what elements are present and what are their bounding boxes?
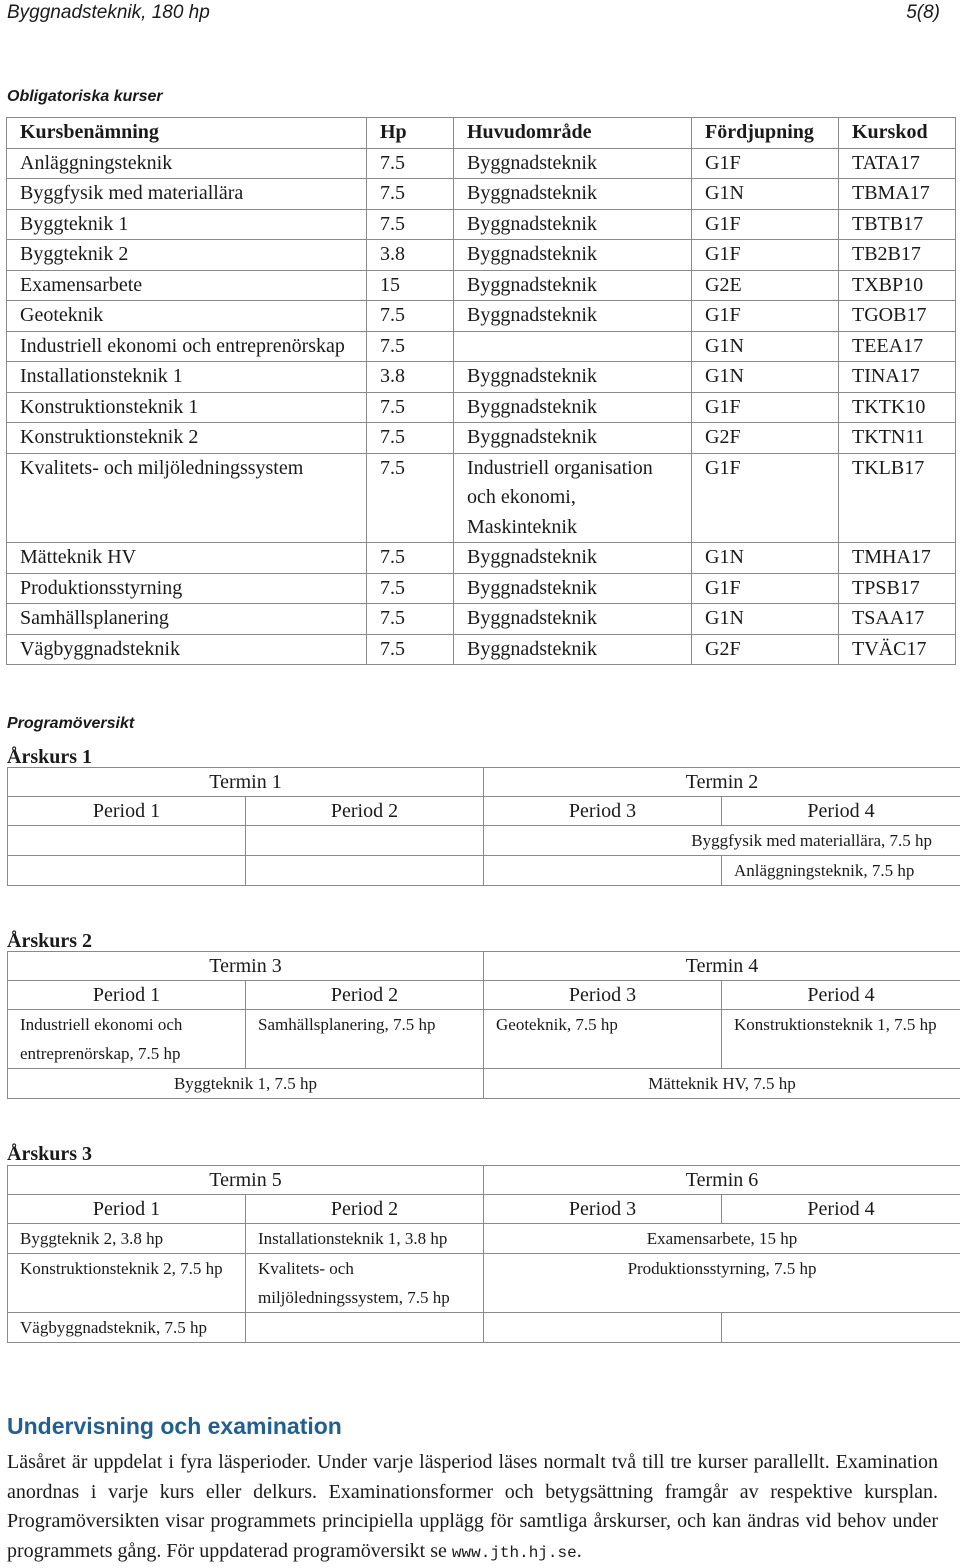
course-cell: Kvalitets- och miljöledningssystem, 7.5 hp — [246, 1254, 484, 1313]
table-row — [7, 209, 956, 240]
course-name: Mätteknik HV — [7, 543, 367, 574]
course-hp: 7.5 — [367, 331, 454, 362]
course-level: G1N — [692, 331, 839, 362]
course-level: G1N — [692, 604, 839, 635]
course-hp: 3.8 — [367, 240, 454, 271]
course-cell: Anläggningsteknik, 7.5 hp — [722, 856, 960, 886]
courses-table-body — [7, 148, 956, 665]
course-main-field: Industriell organisation och ekonomi, Maskinteknik — [454, 453, 692, 543]
year-2-heading: Årskurs 2 — [7, 930, 92, 952]
course-name: Konstruktionsteknik 1 — [7, 392, 367, 423]
table-row — [7, 423, 956, 454]
table-row — [7, 392, 956, 423]
course-cell: Installationsteknik 1, 3.8 hp — [246, 1224, 484, 1254]
course-main-field: Byggnadsteknik — [454, 604, 692, 635]
period-2-header: Period 2 — [246, 981, 484, 1010]
course-name: Vägbyggnadsteknik — [7, 634, 367, 665]
mandatory-courses-heading: Obligatoriska kurser — [7, 87, 163, 107]
program-overview-link[interactable]: www.jth.hj.se — [452, 1544, 577, 1562]
table-row — [7, 301, 956, 332]
course-code: TBMA17 — [839, 179, 956, 210]
course-level: G1F — [692, 453, 839, 543]
course-hp: 7.5 — [367, 573, 454, 604]
course-code: TVÄC17 — [839, 634, 956, 665]
terms-row — [8, 1166, 960, 1195]
schedule-row — [8, 856, 960, 886]
year-3-heading: Årskurs 3 — [7, 1143, 92, 1165]
document-title: Byggnadsteknik, 180 hp — [7, 2, 210, 24]
course-name: Examensarbete — [7, 270, 367, 301]
empty-cell — [722, 1313, 960, 1343]
table-row — [7, 331, 956, 362]
table-row — [7, 362, 956, 393]
course-cell: Vägbyggnadsteknik, 7.5 hp — [8, 1313, 246, 1343]
course-cell: Byggfysik med materiallära, 7.5 hp — [484, 826, 960, 856]
empty-cell — [246, 1313, 484, 1343]
course-name: Konstruktionsteknik 2 — [7, 423, 367, 454]
year-1-schedule — [7, 767, 960, 886]
schedule-row — [8, 1224, 960, 1254]
course-code: TBTB17 — [839, 209, 956, 240]
course-level: G1F — [692, 148, 839, 179]
course-cell: Geoteknik, 7.5 hp — [484, 1010, 722, 1069]
course-name: Produktionsstyrning — [7, 573, 367, 604]
term-5-header: Termin 5 — [8, 1166, 484, 1195]
course-hp: 7.5 — [367, 301, 454, 332]
course-code: TPSB17 — [839, 573, 956, 604]
terms-row — [8, 952, 960, 981]
table-row — [7, 179, 956, 210]
empty-cell — [8, 856, 246, 886]
course-main-field: Byggnadsteknik — [454, 362, 692, 393]
course-cell: Mätteknik HV, 7.5 hp — [484, 1069, 960, 1099]
empty-cell — [8, 826, 246, 856]
course-main-field: Byggnadsteknik — [454, 240, 692, 271]
course-code: TGOB17 — [839, 301, 956, 332]
course-code: TXBP10 — [839, 270, 956, 301]
course-name: Installationsteknik 1 — [7, 362, 367, 393]
course-name: Byggteknik 1 — [7, 209, 367, 240]
course-name: Samhällsplanering — [7, 604, 367, 635]
sentence-end: . — [577, 1540, 582, 1562]
course-code: TEEA17 — [839, 331, 956, 362]
course-code: TKTK10 — [839, 392, 956, 423]
course-code: TKTN11 — [839, 423, 956, 454]
course-cell: Konstruktionsteknik 2, 7.5 hp — [8, 1254, 246, 1313]
table-row — [7, 573, 956, 604]
course-level: G1N — [692, 543, 839, 574]
course-level: G1F — [692, 209, 839, 240]
col-header-course-code: Kurskod — [839, 118, 956, 149]
course-name: Kvalitets- och miljöledningssystem — [7, 453, 367, 543]
course-cell: Samhällsplanering, 7.5 hp — [246, 1010, 484, 1069]
course-cell: Examensarbete, 15 hp — [484, 1224, 960, 1254]
terms-row — [8, 768, 960, 797]
course-code: TSAA17 — [839, 604, 956, 635]
teaching-paragraph — [7, 1448, 938, 1568]
course-level: G1F — [692, 392, 839, 423]
empty-cell — [484, 856, 722, 886]
course-name: Anläggningsteknik — [7, 148, 367, 179]
term-1-header: Termin 1 — [8, 768, 484, 797]
course-cell: Konstruktionsteknik 1, 7.5 hp — [722, 1010, 960, 1069]
course-hp: 7.5 — [367, 634, 454, 665]
course-hp: 7.5 — [367, 604, 454, 635]
period-2-header: Period 2 — [246, 797, 484, 826]
course-cell: Industriell ekonomi och entreprenörskap, 7.5 hp — [8, 1010, 246, 1069]
course-name: Industriell ekonomi och entreprenörskap — [7, 331, 367, 362]
course-level: G1N — [692, 362, 839, 393]
table-row — [7, 148, 956, 179]
schedule-row — [8, 1069, 960, 1099]
course-main-field: Byggnadsteknik — [454, 209, 692, 240]
program-overview-heading: Programöversikt — [7, 714, 134, 734]
course-main-field: Byggnadsteknik — [454, 634, 692, 665]
course-name: Geoteknik — [7, 301, 367, 332]
course-code: TINA17 — [839, 362, 956, 393]
course-hp: 7.5 — [367, 453, 454, 543]
course-level: G1F — [692, 573, 839, 604]
period-3-header: Period 3 — [484, 981, 722, 1010]
course-hp: 3.8 — [367, 362, 454, 393]
course-code: TKLB17 — [839, 453, 956, 543]
period-3-header: Period 3 — [484, 1195, 722, 1224]
period-1-header: Period 1 — [8, 981, 246, 1010]
col-header-hp: Hp — [367, 118, 454, 149]
course-cell: Byggteknik 1, 7.5 hp — [8, 1069, 484, 1099]
periods-row — [8, 981, 960, 1010]
course-main-field: Byggnadsteknik — [454, 423, 692, 454]
table-row — [7, 543, 956, 574]
term-3-header: Termin 3 — [8, 952, 484, 981]
course-code: TATA17 — [839, 148, 956, 179]
period-1-header: Period 1 — [8, 1195, 246, 1224]
course-main-field: Byggnadsteknik — [454, 392, 692, 423]
teaching-heading: Undervisning och examination — [7, 1412, 342, 1440]
teaching-text: Läsåret är uppdelat i fyra läsperioder. Under varje läsperiod läses normalt två till tre kurser parallellt. Examination anordnas i varje kurs eller delkurs. Examinationsformer och betygsättning framgår av respektive kursplan. Programöversikten visar programmets principiella upplägg för samtliga årskurser, och kan ändras vid behov under programmets gång. För uppdaterad programöversikt se — [7, 1451, 938, 1562]
course-hp: 7.5 — [367, 209, 454, 240]
course-level: G1N — [692, 179, 839, 210]
term-2-header: Termin 2 — [484, 768, 960, 797]
year-3-schedule — [7, 1165, 960, 1343]
page-header — [7, 2, 940, 24]
period-3-header: Period 3 — [484, 797, 722, 826]
course-main-field: Byggnadsteknik — [454, 543, 692, 574]
schedule-row — [8, 826, 960, 856]
course-hp: 7.5 — [367, 392, 454, 423]
course-main-field: Byggnadsteknik — [454, 301, 692, 332]
course-hp: 7.5 — [367, 179, 454, 210]
schedule-row — [8, 1010, 960, 1069]
empty-cell — [246, 826, 484, 856]
course-name: Byggfysik med materiallära — [7, 179, 367, 210]
term-4-header: Termin 4 — [484, 952, 960, 981]
table-row — [7, 634, 956, 665]
schedule-row — [8, 1313, 960, 1343]
course-cell: Byggteknik 2, 3.8 hp — [8, 1224, 246, 1254]
periods-row — [8, 797, 960, 826]
term-6-header: Termin 6 — [484, 1166, 960, 1195]
table-header-row — [7, 118, 956, 149]
period-4-header: Period 4 — [722, 1195, 960, 1224]
course-code: TMHA17 — [839, 543, 956, 574]
course-hp: 7.5 — [367, 423, 454, 454]
course-level: G2E — [692, 270, 839, 301]
course-level: G1F — [692, 301, 839, 332]
periods-row — [8, 1195, 960, 1224]
course-hp: 15 — [367, 270, 454, 301]
course-level: G2F — [692, 423, 839, 454]
mandatory-courses-table — [6, 117, 956, 665]
course-hp: 7.5 — [367, 543, 454, 574]
period-2-header: Period 2 — [246, 1195, 484, 1224]
col-header-level: Fördjupning — [692, 118, 839, 149]
course-cell: Produktionsstyrning, 7.5 hp — [484, 1254, 960, 1313]
course-main-field — [454, 331, 692, 362]
table-row — [7, 240, 956, 271]
course-code: TB2B17 — [839, 240, 956, 271]
period-1-header: Period 1 — [8, 797, 246, 826]
course-main-field: Byggnadsteknik — [454, 148, 692, 179]
col-header-main-field: Huvudområde — [454, 118, 692, 149]
course-hp: 7.5 — [367, 148, 454, 179]
empty-cell — [484, 1313, 722, 1343]
course-main-field: Byggnadsteknik — [454, 179, 692, 210]
period-4-header: Period 4 — [722, 981, 960, 1010]
course-level: G2F — [692, 634, 839, 665]
year-2-schedule — [7, 951, 960, 1099]
course-level: G1F — [692, 240, 839, 271]
empty-cell — [246, 856, 484, 886]
table-row — [7, 604, 956, 635]
col-header-course-name: Kursbenämning — [7, 118, 367, 149]
schedule-row — [8, 1254, 960, 1313]
table-row — [7, 270, 956, 301]
course-main-field: Byggnadsteknik — [454, 270, 692, 301]
course-name: Byggteknik 2 — [7, 240, 367, 271]
year-1-heading: Årskurs 1 — [7, 746, 92, 768]
course-main-field: Byggnadsteknik — [454, 573, 692, 604]
page-number: 5(8) — [906, 2, 940, 24]
table-row — [7, 453, 956, 543]
period-4-header: Period 4 — [722, 797, 960, 826]
